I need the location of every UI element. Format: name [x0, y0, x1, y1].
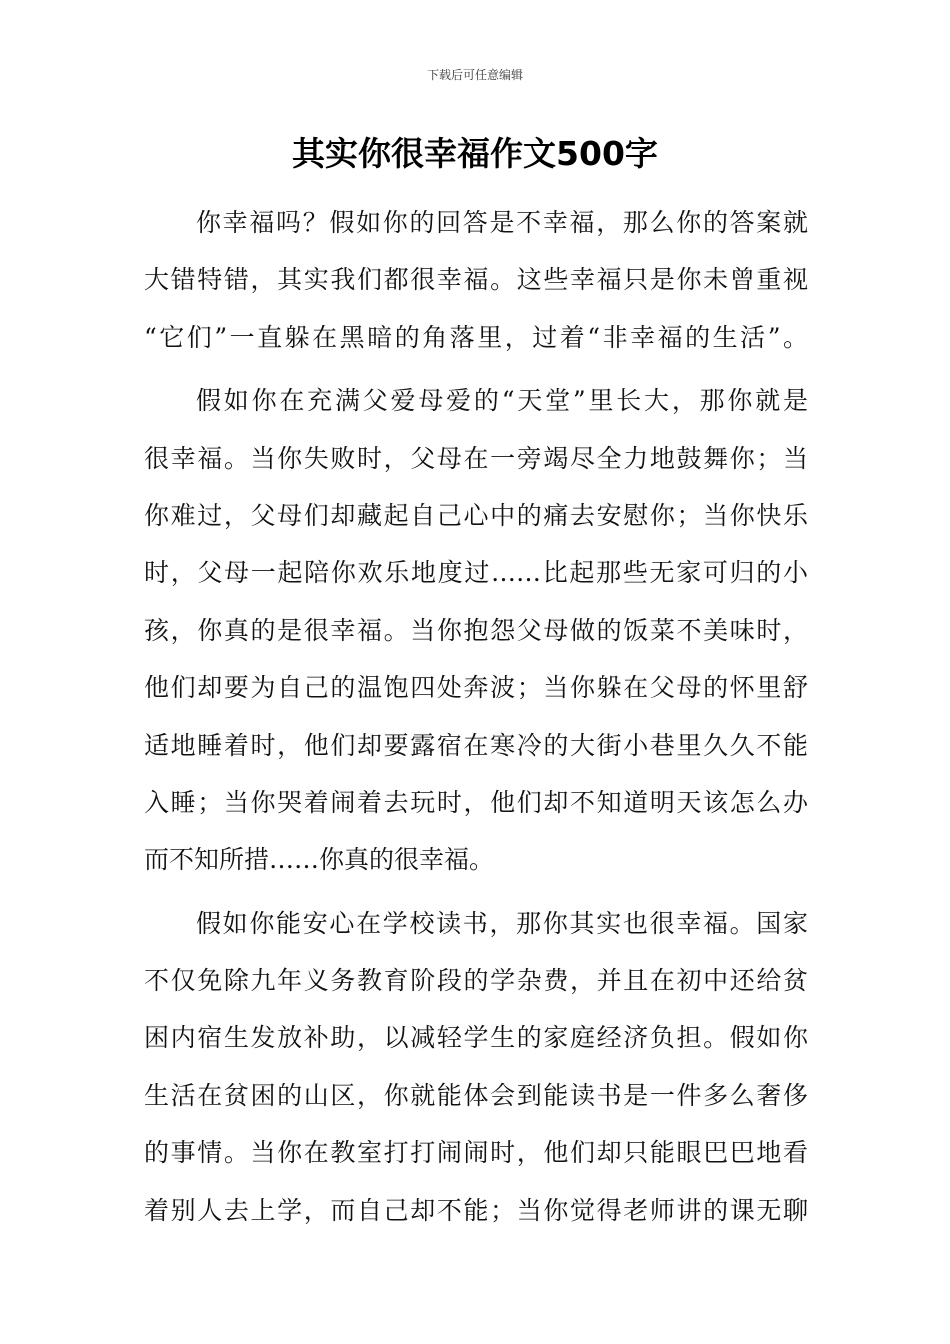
text-line: 假如你能安心在学校读书，那你其实也很幸福。国家 — [196, 908, 808, 938]
text-line: 的事情。当你在教室打打闹闹时，他们却只能眼巴巴地看 — [144, 1138, 808, 1168]
text-line: 困内宿生发放补助，以减轻学生的家庭经济负担。假如你 — [144, 1023, 808, 1053]
text-line: 他们却要为自己的温饱四处奔波；当你躲在父母的怀里舒 — [144, 673, 808, 703]
text-line: 不仅免除九年义务教育阶段的学杂费，并且在初中还给贫 — [144, 966, 808, 996]
text-line: 时，父母一起陪你欢乐地度过……比起那些无家可归的小 — [144, 558, 808, 588]
essay-body — [144, 194, 808, 1245]
text-line: 假如你在充满父爱母爱的“天堂”里长大，那你就是 — [196, 386, 808, 416]
document-title: 其实你很幸福作文500字 — [292, 134, 658, 173]
text-line: “它们”一直躲在黑暗的角落里，过着“非幸福的生活”。 — [144, 322, 808, 352]
text-line: 着别人去上学，而自己却不能；当你觉得老师讲的课无聊 — [144, 1195, 808, 1225]
paragraph-1 — [144, 194, 808, 366]
paragraph-2 — [144, 372, 808, 889]
text-line: 适地睡着时，他们却要露宿在寒冷的大街小巷里久久不能 — [144, 730, 808, 760]
paragraph-3 — [144, 895, 808, 1239]
text-line: 孩，你真的是很幸福。当你抱怨父母做的饭菜不美味时， — [144, 615, 808, 645]
text-line: 大错特错，其实我们都很幸福。这些幸福只是你未曾重视 — [144, 265, 808, 295]
text-line: 而不知所措……你真的很幸福。 — [144, 845, 495, 875]
page-header-note: 下载后可任意编辑 — [426, 68, 523, 82]
text-line: 生活在贫困的山区，你就能体会到能读书是一件多么奢侈 — [144, 1080, 808, 1110]
text-line: 入睡；当你哭着闹着去玩时，他们却不知道明天该怎么办 — [144, 787, 808, 817]
text-line: 很幸福。当你失败时，父母在一旁竭尽全力地鼓舞你；当 — [144, 443, 808, 473]
text-line: 你幸福吗？假如你的回答是不幸福，那么你的答案就 — [196, 208, 808, 237]
text-line: 你难过，父母们却藏起自己心中的痛去安慰你；当你快乐 — [144, 500, 808, 530]
